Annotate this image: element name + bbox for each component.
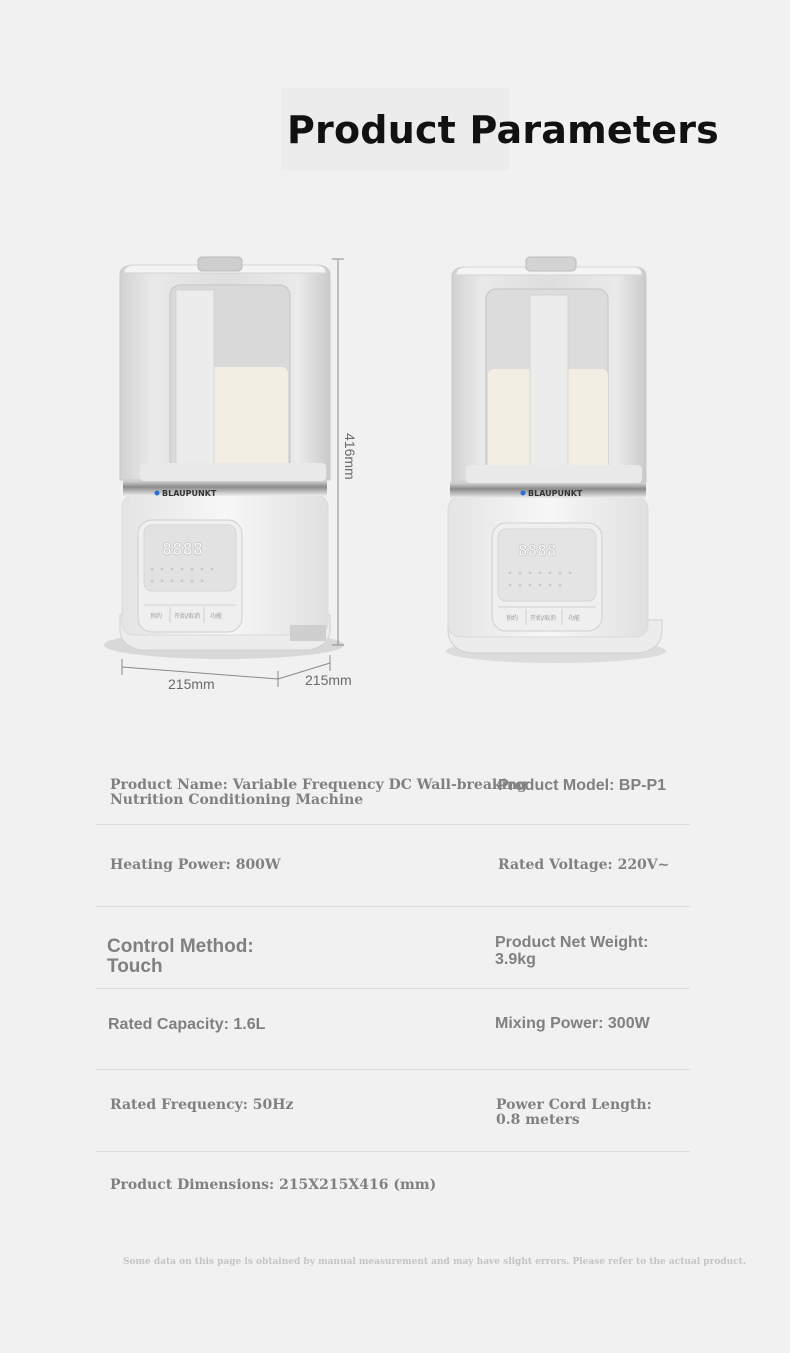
- btn-label-left-3: 功能: [210, 613, 223, 620]
- display-left: 8888: [162, 540, 203, 560]
- divider: [96, 988, 690, 989]
- btn-label-right-3: 功能: [568, 615, 581, 622]
- param-rated-frequency: Rated Frequency: 50Hz: [110, 1097, 294, 1113]
- param-product-name: Product Name: Variable Frequency DC Wall-breaking Nutrition Conditioning Machine: [110, 777, 527, 808]
- param-mixing-power: Mixing Power: 300W: [495, 1015, 650, 1032]
- brand-label-left: BLAUPUNKT: [162, 489, 217, 498]
- divider: [96, 824, 690, 825]
- param-rated-capacity: Rated Capacity: 1.6L: [108, 1016, 266, 1033]
- param-net-weight: Product Net Weight: 3.9kg: [495, 934, 649, 968]
- btn-label-right-2: 开始/取消: [530, 615, 557, 622]
- disclaimer-text: Some data on this page is obtained by manual measurement and may have slight errors. Please refer to the actual product.: [123, 1257, 746, 1267]
- param-product-dimensions: Product Dimensions: 215X215X416 (mm): [110, 1177, 437, 1193]
- product-illustration: [90, 245, 710, 715]
- btn-label-left-1: 预约: [150, 613, 163, 620]
- display-right: 8888: [518, 541, 557, 560]
- param-heating-power: Heating Power: 800W: [110, 857, 281, 873]
- divider: [96, 906, 690, 907]
- dim-depth-label: 215mm: [305, 672, 352, 688]
- page-title: Product Parameters: [287, 108, 719, 152]
- blender-left: [104, 257, 344, 659]
- brand-label-right: BLAUPUNKT: [528, 489, 583, 498]
- param-product-model: Product Model: BP-P1: [498, 777, 667, 794]
- blender-right: [446, 257, 666, 663]
- divider: [96, 1151, 690, 1152]
- dim-width-label: 215mm: [168, 676, 215, 692]
- btn-label-left-2: 开始/取消: [174, 613, 201, 620]
- param-rated-voltage: Rated Voltage: 220V~: [498, 857, 670, 873]
- param-power-cord-length: Power Cord Length: 0.8 meters: [496, 1097, 652, 1128]
- btn-label-right-1: 预约: [506, 615, 519, 622]
- divider: [96, 1069, 690, 1070]
- dim-height-label: 416mm: [342, 433, 358, 480]
- param-control-method: Control Method: Touch: [107, 936, 254, 977]
